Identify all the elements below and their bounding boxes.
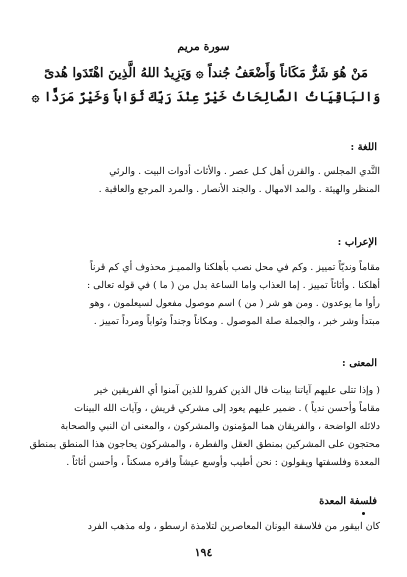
falsafa-heading: فلسفة المعدة bbox=[319, 496, 377, 507]
text-line: المعدة وفلسفتها ويقولون : نحن أطيب وأوسع عيشاً وافره مسكناً ، وأحسن أثاثاً . bbox=[66, 457, 380, 468]
lugha-heading: اللغة : bbox=[350, 142, 377, 153]
falsafa-paragraph bbox=[28, 518, 380, 536]
page-number: ١٩٤ bbox=[194, 546, 213, 559]
mana-paragraph bbox=[28, 382, 380, 472]
irab-paragraph bbox=[28, 259, 380, 331]
text-line: مقاماً ونديّاً تمييز . وكم في محل نصب بأهلكنا والمميـز محذوف أي كم قرناً bbox=[89, 262, 380, 273]
text-line: محتجون على المشركين بمنطق العقل والفطرة ، والمشركون يحاجون هذا المنطق بمنطق bbox=[29, 439, 380, 450]
lugha-paragraph bbox=[28, 163, 380, 199]
verse-line-2: وَالبَاقِيَاتُ الصَّالِحَاتُ خَيْرٌ عِنْدَ رَبِّكَ ثَوَاباً وَخَيْرٌ مَرَدًّا ۞ bbox=[31, 90, 381, 105]
text-line: كان ابيقور من فلاسفة اليونان المعاصرين لتلامذة ارسطو ، وله مذهب الفرد bbox=[87, 521, 380, 532]
text-line: دلائله الواضحة ، والفريقان هما المؤمنون والمشركون ، والمعنى ان النبي والصحابة bbox=[60, 421, 380, 432]
text-line: أهلكنا . وأثاثاً تمييز . إما العذاب واما الساعة بدل من ( ما ) في قوله تعالى : bbox=[86, 280, 380, 291]
text-line: مقاماً وأحسن ندياً ) . ضمير عليهم يعود إلى مشركي قريش ، وآيات الله البينات bbox=[74, 403, 380, 414]
text-line: ( وإذا تتلى عليهم آياتنا بينات قال الذين كفروا للذين آمنوا أي الفريقين خير bbox=[94, 385, 380, 396]
surah-title: سورة مريم bbox=[177, 40, 230, 53]
text-line: مبتدأ وشر خبر ، والجملة صلة الموصول . ومكاناً وجنداً وثواباً ومرداً تمييز . bbox=[93, 316, 380, 327]
mana-heading: المعنى : bbox=[342, 358, 377, 369]
text-line: النَّدي المجلس . والقرن أهل كـل عصر . والأثاث أدوات البيت . والرئي bbox=[109, 166, 380, 177]
dot-mark bbox=[362, 512, 365, 515]
text-line: رأوا ما يوعدون . ومن هو شر ( من ) اسم موصول مفعول لسيعلمون ، وهو bbox=[89, 298, 380, 309]
verse-line-1: مَنْ هُوَ شَرٌّ مَكَاناً وَأَضْعَفُ جُنداً ۞ وَيَزِيدُ اللهُ الَّذِينَ اهْتَدَوا هُدىً bbox=[44, 66, 368, 81]
text-line: المنظر والهيئة . والمد الامهال . والجند الأنصار . والمرد المرجع والعاقبة . bbox=[98, 184, 380, 195]
irab-heading: الإعراب : bbox=[337, 237, 377, 248]
